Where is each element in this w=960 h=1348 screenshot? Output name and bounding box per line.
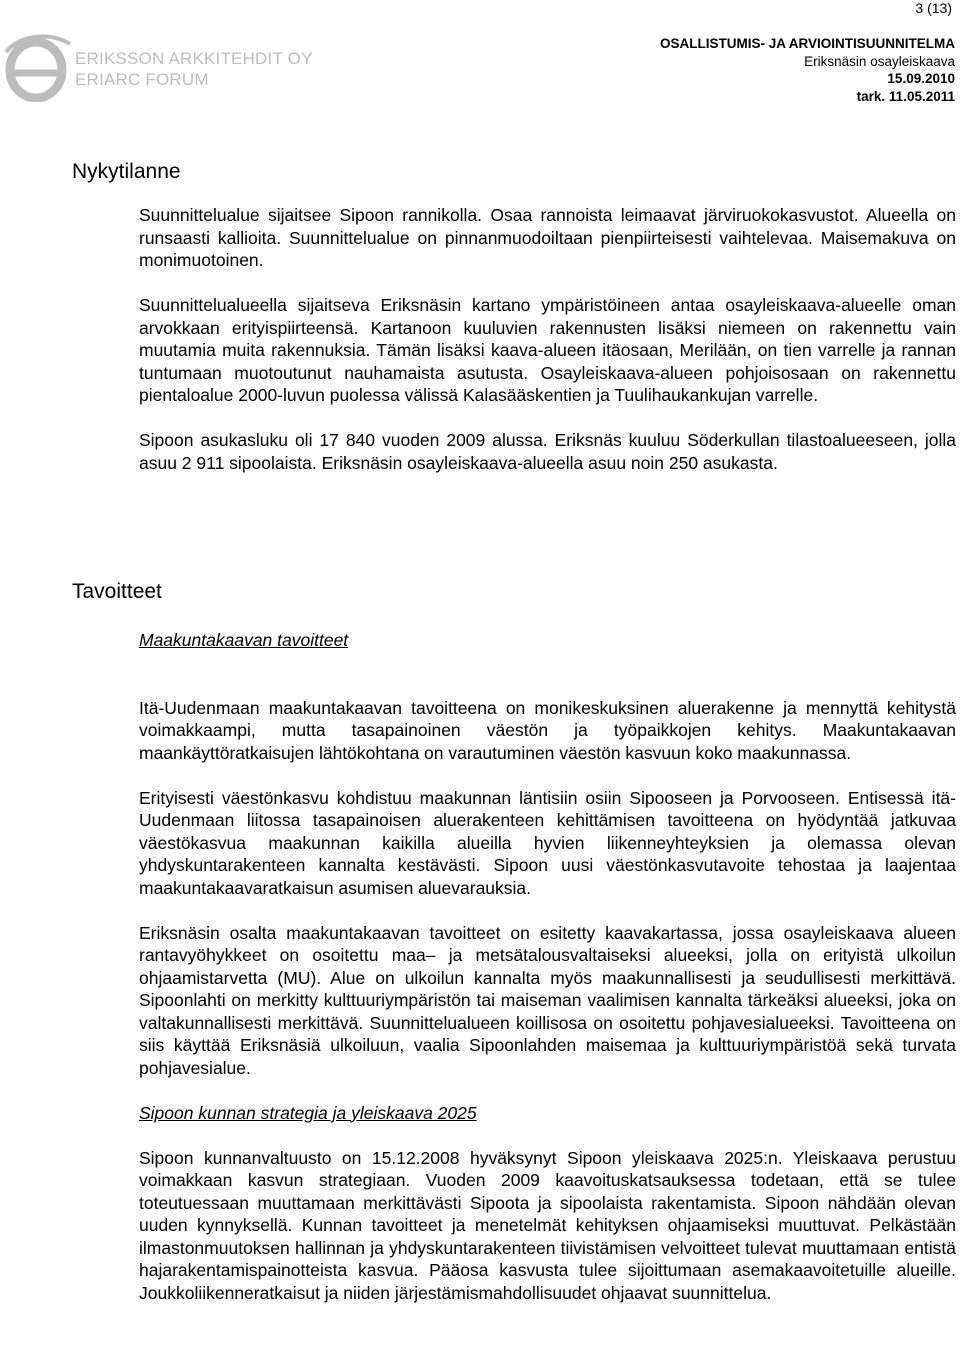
subheading-strategia: Sipoon kunnan strategia ja yleiskaava 2025: [139, 1102, 477, 1123]
paragraph: Sipoon asukasluku oli 17 840 vuoden 2009 alussa. Eriksnäs kuuluu Söderkullan tilastoalueeseen, jolla asuu 2 911 sipoolaista. Eriksnäsin osayleiskaava-alueella asuu noin 250 asukasta.: [139, 430, 956, 473]
section-nykytilanne: [139, 204, 956, 474]
paragraph: Eriksnäsin osalta maakuntakaavan tavoitteet on esitetty kaavakartassa, jossa osayleiskaava alueen rantavyöhykkeet on osoitettu maa– ja metsätalousvaltaiseksi alueeksi, jolla on erityistä ulkoilun ohjaamistarvetta (MU). Alue on ulkoilun kannalta myös maakunnallisesti ja seudullisesti merkittävä. Sipoonlahti on merkitty kulttuuriympäristön tai maiseman vaalimisen kannalta tärkeäksi alueeksi, joka on valtakunnallisesti merkittävä. Suunnittelualueen koillisosa on osoitettu pohjavesialueeksi. Tavoitteena on siis käyttää Eriksnäsiä ulkoiluun, vaalia Sipoonlahden maisemaa ja kulttuuriympäristöä sekä turvata pohjavesialue.: [139, 922, 956, 1078]
paragraph: Erityisesti väestönkasvu kohdistuu maakunnan läntisiin osiin Sipooseen ja Porvooseen. Entisessä itä-Uudenmaan liitossa tasapainoisen aluerakenteen kehittämisen tavoitteena on hyödyntää jatkuvaa väestökasvua maakunnan kaikilla alueilla hyvien liikenneyhteyksien ja olemassa olevan yhdyskuntarakenteen kannalta kestävästi. Sipoon uusi väestönkasvutavoite tehostaa ja laajentaa maakuntakaavaratkaisun asumisen aluevarauksia.: [139, 787, 956, 898]
eriarc-logo-icon: [0, 30, 72, 102]
paragraph: Suunnittelualue sijaitsee Sipoon rannikolla. Osaa rannoista leimaavat järviruokokasvustot. Alueella on runsaasti kallioita. Suunnittelualue on pinnanmuodoiltaan pienpiirteisesti vaihtelevaa. Maisemakuva on monimuotoinen.: [139, 205, 956, 270]
paragraph: Suunnittelualueella sijaitseva Eriksnäsin kartano ympäristöineen antaa osayleiskaava-alueelle oman arvokkaan erityispiirteensä. Kartanoon kuuluvien rakennusten lisäksi niemeen on rakennettu vain muutamia muita rakennuksia. Tämän lisäksi kaava-alueen itäosaan, Merilään, on tien varrelle ja rannan tuntumaan muotoutunut nauhamaista asutusta. Osayleiskaava-alueen pohjoisosaan on rakennettu pientaloalue 2000-luvun puolessa välissä Kalasääskentien ja Tuulihaukankujan varrelle.: [139, 295, 956, 405]
subheading-maakuntakaava: Maakuntakaavan tavoitteet: [139, 630, 349, 650]
section-heading-tavoitteet: Tavoitteet: [72, 580, 162, 603]
section-heading-nykytilanne: Nykytilanne: [72, 160, 181, 183]
company-logo: [0, 30, 313, 102]
document-header: [660, 35, 955, 105]
document-subtitle: Eriksnäsin osayleiskaava: [804, 53, 955, 69]
company-name: ERIKSSON ARKKITEHDIT OY: [75, 49, 313, 68]
page-number: 3 (13): [915, 0, 952, 16]
document-title: OSALLISTUMIS- JA ARVIOINTISUUNNITELMA: [659, 36, 955, 51]
document-date: 15.09.2010: [887, 71, 955, 86]
company-subname: ERIARC FORUM: [75, 70, 209, 89]
paragraph: Itä-Uudenmaan maakuntakaavan tavoitteena on monikeskuksinen aluerakenne ja mennyttä kehitystä voimakkaampi, mutta tasapainoinen väestön ja työpaikkojen kehitys. Maakuntakaavan maankäyttöratkaisujen lähtökohtana on varautuminen väestön kasvuun koko maakunnassa.: [139, 697, 956, 763]
section-tavoitteet: [139, 629, 956, 1304]
document-revised-date: tark. 11.05.2011: [856, 88, 955, 104]
paragraph: Sipoon kunnanvaltuusto on 15.12.2008 hyväksynyt Sipoon yleiskaava 2025:n. Yleiskaava perustuu voimakkaan kasvun strategiaan. Vuoden 2009 kaavoituskatsauksessa todetaan, että se tulee toteutuessaan muuttamaan merkittävästi Sipoota ja sipoolaista rakentamista. Sipoon nähdään olevan uuden kynnyksellä. Kunnan tavoitteet ja menetelmät kehityksen ohjaamiseksi muuttuvat. Pelkästään ilmastonmuutoksen hallinnan ja yhdyskuntarakenteen tiivistämisen velvoitteet tulevat muuttamaan entistä hajarakentamispainotteista kasvua. Pääosa kasvusta tulee sijoittumaan asemakaavoitetuille alueille. Joukkoliikenneratkaisut ja niiden järjestämismahdollisuudet ohjaavat suunnittelua.: [139, 1147, 956, 1303]
